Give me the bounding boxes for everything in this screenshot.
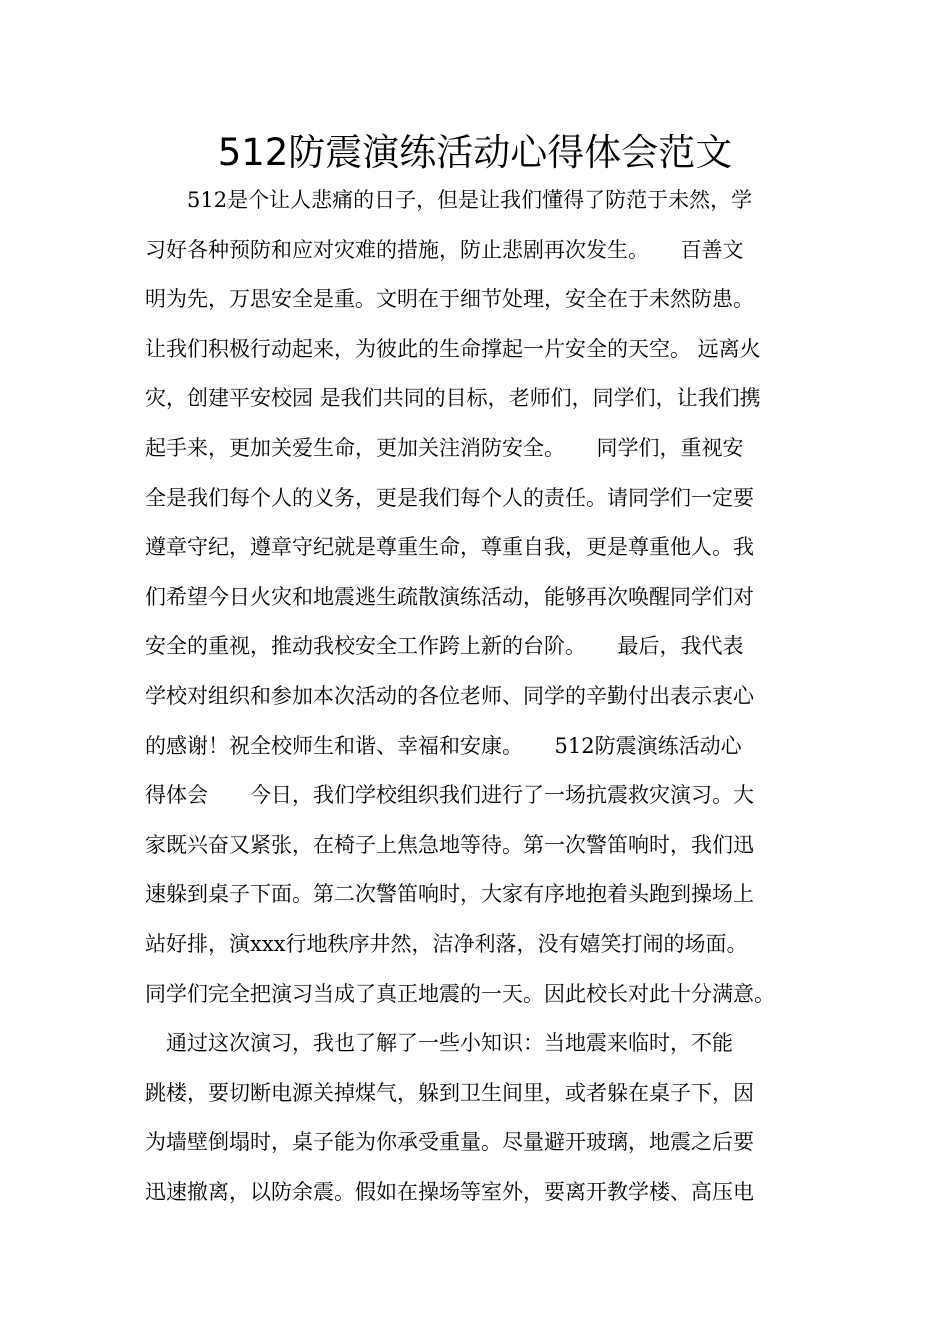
text-line: 学校对组织和参加本次活动的各位老师、同学的辛勤付出表示衷心 — [145, 683, 754, 708]
text-line: 遵章守纪，遵章守纪就是尊重生命，尊重自我，更是尊重他人。我 — [145, 535, 754, 560]
text-line: 们希望今日火灾和地震逃生疏散演练活动，能够再次唤醒同学们对 — [145, 584, 754, 609]
text-line: 习好各种预防和应对灾难的措施，防止悲剧再次发生。 百善文 — [145, 237, 744, 262]
text-line: 站好排，演xxx行地秩序井然，洁净利落，没有嬉笑打闹的场面。 — [145, 931, 748, 956]
text-line: 让我们积极行动起来，为彼此的生命撑起一片安全的天空。 远离火 — [145, 336, 761, 361]
text-line: 为墙壁倒塌时，桌子能为你承受重量。尽量避开玻璃，地震之后要 — [145, 1130, 754, 1155]
document-body — [145, 176, 815, 1217]
text-line: 512是个让人悲痛的日子，但是让我们懂得了防范于未然，学 — [145, 188, 753, 212]
text-line: 的感谢！祝全校师生和谐、幸福和安康。 512防震演练活动心 — [145, 733, 742, 758]
text-line: 全是我们每个人的义务，更是我们每个人的责任。请同学们一定要 — [145, 485, 754, 510]
document-title: 512防震演练活动心得体会范文 — [217, 131, 733, 174]
text-line: 跳楼，要切断电源关掉煤气，躲到卫生间里，或者躲在桌子下，因 — [145, 1080, 754, 1105]
text-line: 安全的重视，推动我校安全工作跨上新的台阶。 最后，我代表 — [145, 634, 744, 659]
text-line: 得体会 今日，我们学校组织我们进行了一场抗震救灾演习。大 — [145, 783, 754, 808]
text-line: 同学们完全把演习当成了真正地震的一天。因此校长对此十分满意。 — [145, 981, 775, 1006]
text-line: 灾，创建平安校园 是我们共同的目标，老师们，同学们，让我们携 — [145, 386, 761, 411]
text-line: 家既兴奋又紧张，在椅子上焦急地等待。第一次警笛响时，我们迅 — [145, 832, 754, 857]
text-line: 迅速撤离，以防余震。假如在操场等室外，要离开教学楼、高压电 — [145, 1179, 754, 1204]
text-line: 通过这次演习，我也了解了一些小知识：当地震来临时，不能 — [145, 1031, 733, 1056]
text-line: 起手来，更加关爱生命，更加关注消防安全。 同学们，重视安 — [145, 435, 744, 460]
text-line: 明为先，万思安全是重。文明在于细节处理，安全在于未然防患。 — [145, 287, 754, 312]
text-line: 速躲到桌子下面。第二次警笛响时，大家有序地抱着头跑到操场上 — [145, 882, 754, 907]
